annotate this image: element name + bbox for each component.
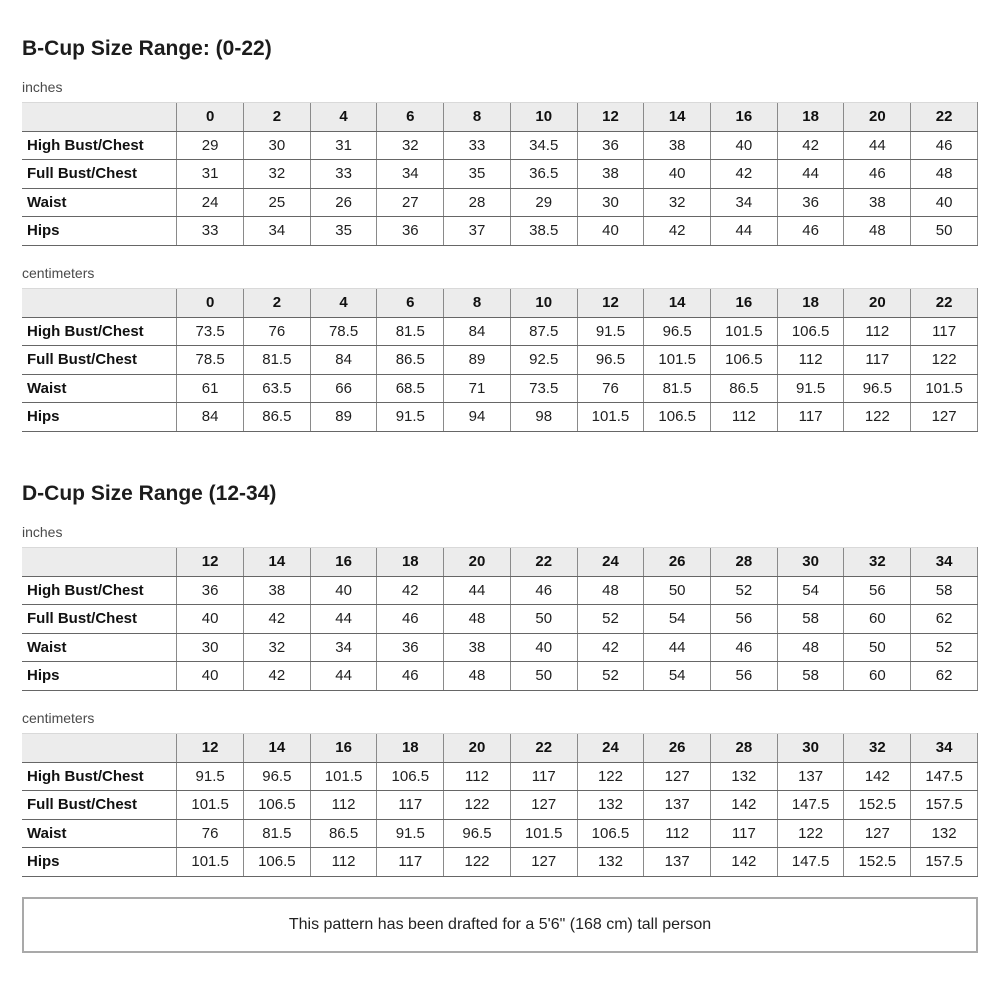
size-value-cell: 101.5 — [644, 346, 711, 375]
size-value-cell: 30 — [177, 633, 244, 662]
size-value-cell: 54 — [777, 576, 844, 605]
size-value-cell: 142 — [711, 848, 778, 877]
size-value-cell: 112 — [644, 819, 711, 848]
size-value-cell: 44 — [310, 662, 377, 691]
size-column-header: 6 — [377, 103, 444, 132]
measurement-label: Hips — [22, 217, 177, 246]
measurement-row — [22, 605, 978, 634]
size-column-header: 20 — [444, 548, 511, 577]
size-column-header: 12 — [577, 103, 644, 132]
measurement-row — [22, 188, 978, 217]
size-value-cell: 44 — [711, 217, 778, 246]
size-value-cell: 60 — [844, 662, 911, 691]
size-column-header: 20 — [844, 289, 911, 318]
size-value-cell: 147.5 — [777, 791, 844, 820]
size-value-cell: 112 — [777, 346, 844, 375]
measurement-label: High Bust/Chest — [22, 131, 177, 160]
size-value-cell: 96.5 — [244, 762, 311, 791]
size-table-inches — [22, 547, 978, 691]
size-value-cell: 137 — [644, 848, 711, 877]
size-value-cell: 96.5 — [444, 819, 511, 848]
size-value-cell: 34 — [711, 188, 778, 217]
size-column-header: 30 — [777, 548, 844, 577]
d-cup-tables — [22, 525, 978, 877]
size-value-cell: 30 — [244, 131, 311, 160]
size-column-header: 20 — [444, 734, 511, 763]
size-column-header: 34 — [911, 548, 978, 577]
measurement-row — [22, 403, 978, 432]
size-value-cell: 62 — [911, 662, 978, 691]
measurement-row — [22, 217, 978, 246]
size-value-cell: 92.5 — [510, 346, 577, 375]
size-column-header: 4 — [310, 289, 377, 318]
b-cup-tables — [22, 80, 978, 432]
size-value-cell: 38 — [244, 576, 311, 605]
size-value-cell: 46 — [377, 662, 444, 691]
size-value-cell: 101.5 — [577, 403, 644, 432]
size-column-header: 2 — [244, 103, 311, 132]
height-note-text: This pattern has been drafted for a 5'6" (168 cm) tall person — [288, 915, 712, 933]
size-value-cell: 50 — [911, 217, 978, 246]
size-column-header: 24 — [577, 548, 644, 577]
size-column-header: 0 — [177, 103, 244, 132]
size-value-cell: 44 — [444, 576, 511, 605]
size-value-cell: 81.5 — [377, 317, 444, 346]
size-value-cell: 122 — [911, 346, 978, 375]
size-value-cell: 58 — [777, 662, 844, 691]
size-value-cell: 117 — [377, 848, 444, 877]
size-column-header: 22 — [911, 289, 978, 318]
size-column-header: 10 — [510, 103, 577, 132]
unit-label: inches — [22, 79, 63, 96]
size-value-cell: 33 — [444, 131, 511, 160]
size-value-cell: 96.5 — [644, 317, 711, 346]
size-column-header: 8 — [444, 289, 511, 318]
size-value-cell: 24 — [177, 188, 244, 217]
size-column-header: 18 — [777, 289, 844, 318]
size-value-cell: 87.5 — [510, 317, 577, 346]
measurement-label: High Bust/Chest — [22, 576, 177, 605]
measurement-row — [22, 317, 978, 346]
size-column-header: 16 — [310, 548, 377, 577]
size-value-cell: 31 — [177, 160, 244, 189]
size-value-cell: 32 — [377, 131, 444, 160]
size-value-cell: 106.5 — [644, 403, 711, 432]
size-value-cell: 46 — [777, 217, 844, 246]
size-column-header: 26 — [644, 734, 711, 763]
size-value-cell: 46 — [510, 576, 577, 605]
unit-label: centimeters — [22, 264, 95, 281]
size-value-cell: 58 — [777, 605, 844, 634]
size-value-cell: 56 — [711, 605, 778, 634]
size-value-cell: 36 — [377, 217, 444, 246]
size-value-cell: 36 — [177, 576, 244, 605]
size-value-cell: 106.5 — [377, 762, 444, 791]
size-value-cell: 84 — [310, 346, 377, 375]
size-column-header: 16 — [310, 734, 377, 763]
size-value-cell: 27 — [377, 188, 444, 217]
size-value-cell: 86.5 — [377, 346, 444, 375]
size-value-cell: 48 — [777, 633, 844, 662]
size-value-cell: 44 — [844, 131, 911, 160]
size-column-header: 20 — [844, 103, 911, 132]
measurement-label: Waist — [22, 188, 177, 217]
size-column-header: 28 — [711, 734, 778, 763]
size-value-cell: 26 — [310, 188, 377, 217]
size-value-cell: 40 — [310, 576, 377, 605]
measurement-row — [22, 374, 978, 403]
size-value-cell: 34 — [377, 160, 444, 189]
size-value-cell: 32 — [244, 633, 311, 662]
size-value-cell: 96.5 — [844, 374, 911, 403]
size-value-cell: 81.5 — [644, 374, 711, 403]
size-value-cell: 101.5 — [510, 819, 577, 848]
size-column-header: 16 — [711, 289, 778, 318]
size-value-cell: 63.5 — [244, 374, 311, 403]
size-value-cell: 122 — [444, 791, 511, 820]
measurement-label: Hips — [22, 848, 177, 877]
size-value-cell: 71 — [444, 374, 511, 403]
size-value-cell: 32 — [244, 160, 311, 189]
size-value-cell: 46 — [711, 633, 778, 662]
size-value-cell: 56 — [844, 576, 911, 605]
size-value-cell: 96.5 — [577, 346, 644, 375]
size-value-cell: 40 — [177, 605, 244, 634]
size-value-cell: 42 — [777, 131, 844, 160]
size-value-cell: 157.5 — [911, 791, 978, 820]
size-table-centimeters — [22, 288, 978, 432]
corner-cell — [22, 548, 177, 577]
measurement-row — [22, 131, 978, 160]
size-value-cell: 132 — [577, 848, 644, 877]
size-value-cell: 42 — [244, 662, 311, 691]
size-value-cell: 58 — [911, 576, 978, 605]
measurement-label: Full Bust/Chest — [22, 160, 177, 189]
measurement-row — [22, 819, 978, 848]
size-value-cell: 127 — [644, 762, 711, 791]
size-value-cell: 28 — [444, 188, 511, 217]
size-column-header: 22 — [510, 548, 577, 577]
size-value-cell: 76 — [577, 374, 644, 403]
b-cup-section-title: B-Cup Size Range: (0-22) — [22, 37, 272, 60]
size-value-cell: 76 — [177, 819, 244, 848]
measurement-label: Full Bust/Chest — [22, 791, 177, 820]
size-value-cell: 52 — [577, 662, 644, 691]
size-value-cell: 112 — [444, 762, 511, 791]
size-value-cell: 40 — [177, 662, 244, 691]
size-value-cell: 98 — [510, 403, 577, 432]
size-value-cell: 42 — [244, 605, 311, 634]
size-column-header: 30 — [777, 734, 844, 763]
size-value-cell: 44 — [777, 160, 844, 189]
size-column-header: 32 — [844, 734, 911, 763]
size-value-cell: 91.5 — [377, 403, 444, 432]
size-value-cell: 81.5 — [244, 346, 311, 375]
size-value-cell: 44 — [644, 633, 711, 662]
size-value-cell: 44 — [310, 605, 377, 634]
size-value-cell: 33 — [310, 160, 377, 189]
size-value-cell: 54 — [644, 605, 711, 634]
size-value-cell: 40 — [577, 217, 644, 246]
size-value-cell: 91.5 — [177, 762, 244, 791]
size-value-cell: 40 — [711, 131, 778, 160]
size-value-cell: 132 — [711, 762, 778, 791]
d-cup-section-title: D-Cup Size Range (12-34) — [22, 481, 277, 505]
size-header-row — [22, 289, 978, 318]
size-column-header: 32 — [844, 548, 911, 577]
size-value-cell: 38 — [644, 131, 711, 160]
size-column-header: 14 — [244, 734, 311, 763]
size-value-cell: 25 — [244, 188, 311, 217]
size-value-cell: 127 — [510, 791, 577, 820]
size-column-header: 18 — [377, 734, 444, 763]
size-value-cell: 78.5 — [310, 317, 377, 346]
size-value-cell: 122 — [844, 403, 911, 432]
size-column-header: 14 — [644, 289, 711, 318]
size-column-header: 24 — [577, 734, 644, 763]
measurement-label: Waist — [22, 374, 177, 403]
measurement-row — [22, 633, 978, 662]
size-column-header: 12 — [177, 548, 244, 577]
size-value-cell: 33 — [177, 217, 244, 246]
size-value-cell: 48 — [911, 160, 978, 189]
section-d-cup — [22, 482, 978, 877]
size-value-cell: 50 — [510, 662, 577, 691]
size-value-cell: 50 — [644, 576, 711, 605]
size-value-cell: 29 — [510, 188, 577, 217]
size-column-header: 16 — [711, 103, 778, 132]
size-value-cell: 78.5 — [177, 346, 244, 375]
size-value-cell: 152.5 — [844, 791, 911, 820]
size-value-cell: 106.5 — [244, 791, 311, 820]
measurement-row — [22, 160, 978, 189]
size-value-cell: 147.5 — [911, 762, 978, 791]
size-value-cell: 117 — [777, 403, 844, 432]
size-value-cell: 38 — [844, 188, 911, 217]
size-value-cell: 38 — [444, 633, 511, 662]
size-value-cell: 117 — [911, 317, 978, 346]
size-value-cell: 157.5 — [911, 848, 978, 877]
size-table-inches — [22, 102, 978, 246]
size-value-cell: 106.5 — [777, 317, 844, 346]
size-value-cell: 106.5 — [711, 346, 778, 375]
size-value-cell: 73.5 — [510, 374, 577, 403]
size-value-cell: 91.5 — [777, 374, 844, 403]
size-value-cell: 34.5 — [510, 131, 577, 160]
measurement-label: Waist — [22, 633, 177, 662]
measurement-row — [22, 848, 978, 877]
size-column-header: 22 — [510, 734, 577, 763]
size-value-cell: 56 — [711, 662, 778, 691]
size-table-centimeters — [22, 733, 978, 877]
corner-cell — [22, 103, 177, 132]
size-value-cell: 32 — [644, 188, 711, 217]
size-value-cell: 42 — [644, 217, 711, 246]
size-value-cell: 31 — [310, 131, 377, 160]
size-value-cell: 84 — [444, 317, 511, 346]
size-value-cell: 91.5 — [577, 317, 644, 346]
size-column-header: 14 — [644, 103, 711, 132]
size-value-cell: 127 — [510, 848, 577, 877]
size-value-cell: 137 — [644, 791, 711, 820]
size-value-cell: 112 — [711, 403, 778, 432]
size-value-cell: 127 — [844, 819, 911, 848]
size-value-cell: 81.5 — [244, 819, 311, 848]
size-column-header: 22 — [911, 103, 978, 132]
size-value-cell: 101.5 — [711, 317, 778, 346]
size-column-header: 8 — [444, 103, 511, 132]
size-value-cell: 61 — [177, 374, 244, 403]
size-column-header: 26 — [644, 548, 711, 577]
size-value-cell: 94 — [444, 403, 511, 432]
measurement-row — [22, 346, 978, 375]
section-b-cup — [22, 37, 978, 432]
unit-label: centimeters — [22, 709, 95, 726]
size-column-header: 12 — [177, 734, 244, 763]
size-value-cell: 38.5 — [510, 217, 577, 246]
height-note-box — [22, 897, 978, 953]
size-value-cell: 142 — [711, 791, 778, 820]
size-column-header: 18 — [377, 548, 444, 577]
size-value-cell: 117 — [377, 791, 444, 820]
unit-label: inches — [22, 523, 63, 540]
size-value-cell: 86.5 — [711, 374, 778, 403]
size-value-cell: 132 — [911, 819, 978, 848]
size-value-cell: 42 — [711, 160, 778, 189]
size-value-cell: 101.5 — [310, 762, 377, 791]
measurement-label: High Bust/Chest — [22, 317, 177, 346]
size-value-cell: 106.5 — [244, 848, 311, 877]
size-value-cell: 34 — [310, 633, 377, 662]
size-value-cell: 86.5 — [244, 403, 311, 432]
size-value-cell: 37 — [444, 217, 511, 246]
size-value-cell: 132 — [577, 791, 644, 820]
size-value-cell: 36 — [377, 633, 444, 662]
size-value-cell: 36 — [777, 188, 844, 217]
size-value-cell: 122 — [444, 848, 511, 877]
size-column-header: 14 — [244, 548, 311, 577]
size-value-cell: 152.5 — [844, 848, 911, 877]
size-value-cell: 46 — [377, 605, 444, 634]
measurement-label: Hips — [22, 662, 177, 691]
size-column-header: 6 — [377, 289, 444, 318]
measurement-row — [22, 791, 978, 820]
measurement-label: Hips — [22, 403, 177, 432]
size-header-row — [22, 103, 978, 132]
size-value-cell: 34 — [244, 217, 311, 246]
size-value-cell: 52 — [711, 576, 778, 605]
size-value-cell: 40 — [911, 188, 978, 217]
measurement-label: Waist — [22, 819, 177, 848]
measurement-label: High Bust/Chest — [22, 762, 177, 791]
size-value-cell: 46 — [911, 131, 978, 160]
size-value-cell: 52 — [911, 633, 978, 662]
measurement-row — [22, 762, 978, 791]
size-value-cell: 50 — [510, 605, 577, 634]
size-column-header: 10 — [510, 289, 577, 318]
size-column-header: 0 — [177, 289, 244, 318]
size-value-cell: 73.5 — [177, 317, 244, 346]
size-value-cell: 46 — [844, 160, 911, 189]
size-value-cell: 48 — [577, 576, 644, 605]
measurement-label: Full Bust/Chest — [22, 605, 177, 634]
size-value-cell: 84 — [177, 403, 244, 432]
size-value-cell: 112 — [844, 317, 911, 346]
size-value-cell: 127 — [911, 403, 978, 432]
size-value-cell: 101.5 — [911, 374, 978, 403]
size-value-cell: 122 — [777, 819, 844, 848]
measurement-label: Full Bust/Chest — [22, 346, 177, 375]
size-value-cell: 101.5 — [177, 791, 244, 820]
size-value-cell: 36.5 — [510, 160, 577, 189]
size-value-cell: 101.5 — [177, 848, 244, 877]
size-value-cell: 112 — [310, 848, 377, 877]
size-value-cell: 89 — [444, 346, 511, 375]
size-value-cell: 35 — [310, 217, 377, 246]
size-value-cell: 60 — [844, 605, 911, 634]
size-value-cell: 86.5 — [310, 819, 377, 848]
size-value-cell: 89 — [310, 403, 377, 432]
size-column-header: 28 — [711, 548, 778, 577]
size-value-cell: 48 — [444, 605, 511, 634]
size-value-cell: 66 — [310, 374, 377, 403]
size-value-cell: 62 — [911, 605, 978, 634]
size-column-header: 4 — [310, 103, 377, 132]
corner-cell — [22, 289, 177, 318]
size-column-header: 18 — [777, 103, 844, 132]
size-value-cell: 117 — [711, 819, 778, 848]
size-value-cell: 40 — [510, 633, 577, 662]
size-value-cell: 122 — [577, 762, 644, 791]
size-value-cell: 117 — [844, 346, 911, 375]
size-value-cell: 35 — [444, 160, 511, 189]
size-value-cell: 54 — [644, 662, 711, 691]
size-value-cell: 68.5 — [377, 374, 444, 403]
size-value-cell: 48 — [844, 217, 911, 246]
size-header-row — [22, 734, 978, 763]
size-value-cell: 42 — [377, 576, 444, 605]
size-value-cell: 40 — [644, 160, 711, 189]
size-value-cell: 48 — [444, 662, 511, 691]
measurement-row — [22, 576, 978, 605]
size-column-header: 2 — [244, 289, 311, 318]
size-value-cell: 91.5 — [377, 819, 444, 848]
size-value-cell: 52 — [577, 605, 644, 634]
measurement-row — [22, 662, 978, 691]
size-column-header: 34 — [911, 734, 978, 763]
size-column-header: 12 — [577, 289, 644, 318]
size-value-cell: 106.5 — [577, 819, 644, 848]
size-value-cell: 38 — [577, 160, 644, 189]
size-value-cell: 29 — [177, 131, 244, 160]
corner-cell — [22, 734, 177, 763]
size-value-cell: 137 — [777, 762, 844, 791]
size-value-cell: 112 — [310, 791, 377, 820]
size-value-cell: 42 — [577, 633, 644, 662]
size-header-row — [22, 548, 978, 577]
size-value-cell: 142 — [844, 762, 911, 791]
size-value-cell: 117 — [510, 762, 577, 791]
size-value-cell: 30 — [577, 188, 644, 217]
size-value-cell: 36 — [577, 131, 644, 160]
size-value-cell: 147.5 — [777, 848, 844, 877]
size-value-cell: 50 — [844, 633, 911, 662]
size-value-cell: 76 — [244, 317, 311, 346]
